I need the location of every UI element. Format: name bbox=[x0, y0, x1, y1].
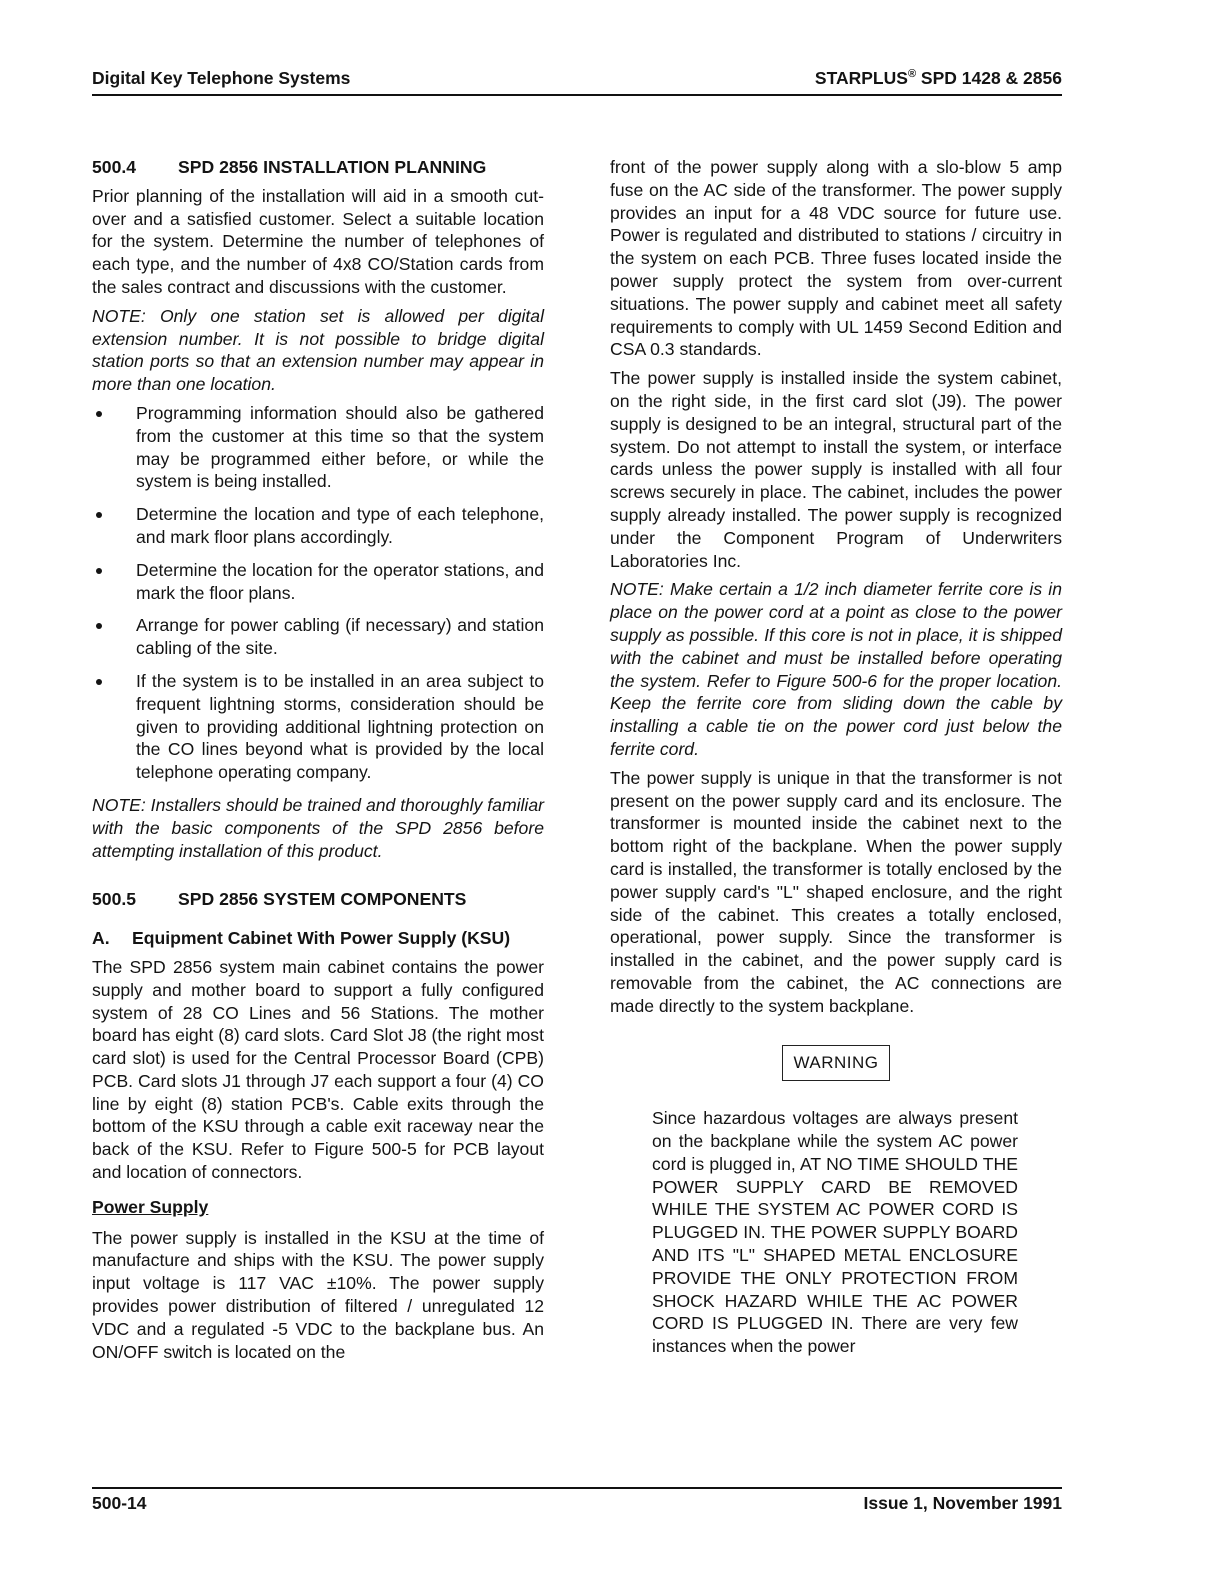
header-product bbox=[815, 68, 1062, 89]
bullet-icon bbox=[96, 679, 102, 685]
header-brand: STARPLUS bbox=[814, 68, 908, 88]
header-model: SPD 1428 & 2856 bbox=[920, 68, 1062, 88]
footer-rule bbox=[92, 1487, 1062, 1489]
bullet-text: Arrange for power cabling (if necessary) and station cabling of the site. bbox=[136, 615, 544, 659]
power-supply-continued: front of the power supply along with a slo-blow 5 amp fuse on the AC side of the transformer. The power supply provides an input for a 48 VDC source for future use. Power is regulated and distributed to stations / circuitry in the system on each PCB. Three fuses located inside the power supply protect the system from over-current situations. The power supply and cabinet meet all safety requirements to comply with UL 1459 Second Edition and CSA 0.3 standards. bbox=[610, 157, 1062, 360]
bullet-text: Determine the location and type of each telephone, and mark floor plans accordingly. bbox=[136, 504, 544, 547]
cabinet-paragraph: The SPD 2856 system main cabinet contains the power supply and mother board to support a fully configured system of 28 CO Lines and 56 Stations. The mother board has eight (8) card slots. Card Slot J8 (the right most card slot) is used for the Central Processor Board (CPB) PCB. Card slots J1 through J7 each support a four (4) CO line by eight (8) station PCB's. Cable exits through the bottom of the KSU through a cable exit raceway near the back of the KSU. Refer to Figure 500-5 for PCB layout and location of connectors. bbox=[92, 956, 544, 1183]
list-item bbox=[92, 614, 544, 660]
page-header bbox=[92, 66, 1062, 96]
section-number: 500.4 bbox=[92, 157, 137, 177]
planning-bullets bbox=[92, 402, 544, 784]
bullet-icon bbox=[96, 623, 102, 629]
bullet-icon bbox=[96, 512, 102, 518]
issue-date: Issue 1, November 1991 bbox=[863, 1493, 1062, 1513]
right-column bbox=[610, 156, 1062, 1364]
warning-label: WARNING bbox=[782, 1045, 889, 1081]
section-500-5-heading bbox=[92, 888, 544, 911]
bullet-icon bbox=[96, 411, 102, 417]
bullet-text: Programming information should also be gathered from the customer at this time so that the system may be programmed either before, or while the system is being installed. bbox=[136, 402, 544, 492]
list-item bbox=[92, 670, 544, 784]
planning-note-1: NOTE: Only one station set is allowed per digital extension number. It is not possible to bridge digital station ports so that an extension number may appear in more than one location. bbox=[92, 305, 544, 395]
transformer-paragraph: The power supply is unique in that the transformer is not present on the power supply card and its enclosure. The transformer is mounted inside the cabinet next to the bottom right of the backplane. When the power supply card is installed, the transformer is totally enclosed by the power supply card's "L" shaped enclosure, and the right side of the cabinet. This creates a totally enclosed, operational, power supply. Since the transformer is installed in the cabinet, and the power supply card is removable from the cabinet, the AC connections are made directly to the system backplane. bbox=[610, 767, 1062, 1016]
section-number: 500.5 bbox=[92, 889, 137, 910]
planning-intro: Prior planning of the installation will aid in a smooth cut-over and a satisfied customer. Select a suitable location for the system. Determine the number of telephones of each type, and the number of 4x8 CO/Station cards from the sales contract and discussions with the customer. bbox=[92, 185, 544, 297]
header-title: Digital Key Telephone Systems bbox=[92, 68, 351, 88]
page-number: 500-14 bbox=[92, 1493, 147, 1513]
ferrite-core-note: NOTE: Make certain a 1/2 inch diameter ferrite core is in place on the power cord at a point as close to the power supply as possible. If this core is not in place, it is shipped with the cabinet and must be installed before operating the system. Refer to Figure 500-6 for the proper location. Keep the ferrite core from sliding down the cable by installing a cable tie on the power cord just below the ferrite cord. bbox=[610, 579, 1062, 759]
section-title: SPD 2856 SYSTEM COMPONENTS bbox=[178, 889, 467, 910]
planning-note-2: NOTE: Installers should be trained and thoroughly familiar with the basic components of the SPD 2856 before attempting installation of this product. bbox=[92, 794, 544, 861]
power-supply-heading: Power Supply bbox=[92, 1196, 209, 1217]
section-title: SPD 2856 INSTALLATION PLANNING bbox=[178, 157, 487, 177]
list-item bbox=[92, 402, 544, 493]
warning-text: Since hazardous voltages are always present on the backplane while the system AC power cord is plugged in, AT NO TIME SHOULD THE POWER SUPPLY CARD BE REMOVED WHILE THE SYSTEM AC POWER CORD IS PLUGGED IN. THE POWER SUPPLY BOARD AND ITS "L" SHAPED METAL ENCLOSURE PROVIDE THE ONLY PROTECTION FROM SHOCK HAZARD WHILE THE AC POWER CORD IS PLUGGED IN. There are very few instances when the power bbox=[652, 1108, 1018, 1357]
bullet-text: Determine the location for the operator stations, and mark the floor plans. bbox=[136, 559, 544, 603]
section-500-4-heading bbox=[92, 156, 544, 179]
left-column bbox=[92, 156, 544, 1369]
subsection-letter: A. bbox=[92, 928, 110, 949]
power-supply-install-paragraph: The power supply is installed inside the system cabinet, on the right side, in the first card slot (J9). The power supply is designed to be an integral, structural part of the system. Do not attempt to install the system, or interface cards unless the power supply is installed with all four screws securely in place. The cabinet, includes the power supply already installed. The power supply is recognized under the Component Program of Underwriters Laboratories Inc. bbox=[610, 368, 1062, 571]
list-item bbox=[92, 559, 544, 605]
subsection-a-heading bbox=[92, 927, 544, 950]
power-supply-paragraph: The power supply is installed in the KSU at the time of manufacture and ships with the KSU. The power supply input voltage is 117 VAC ±10%. The power supply provides power distribution of filtered / unregulated 12 VDC and a regulated -5 VDC to the backplane bus. An ON/OFF switch is located on the bbox=[92, 1227, 544, 1362]
registered-mark: ® bbox=[907, 68, 917, 81]
bullet-icon bbox=[96, 568, 102, 574]
subsection-title: Equipment Cabinet With Power Supply (KSU) bbox=[132, 928, 511, 949]
list-item bbox=[92, 503, 544, 549]
warning-label-wrap bbox=[610, 1045, 1062, 1081]
bullet-text: If the system is to be installed in an area subject to frequent lightning storms, consideration should be given to providing additional lightning protection on the CO lines beyond what is provided by the local telephone operating company. bbox=[136, 670, 544, 783]
